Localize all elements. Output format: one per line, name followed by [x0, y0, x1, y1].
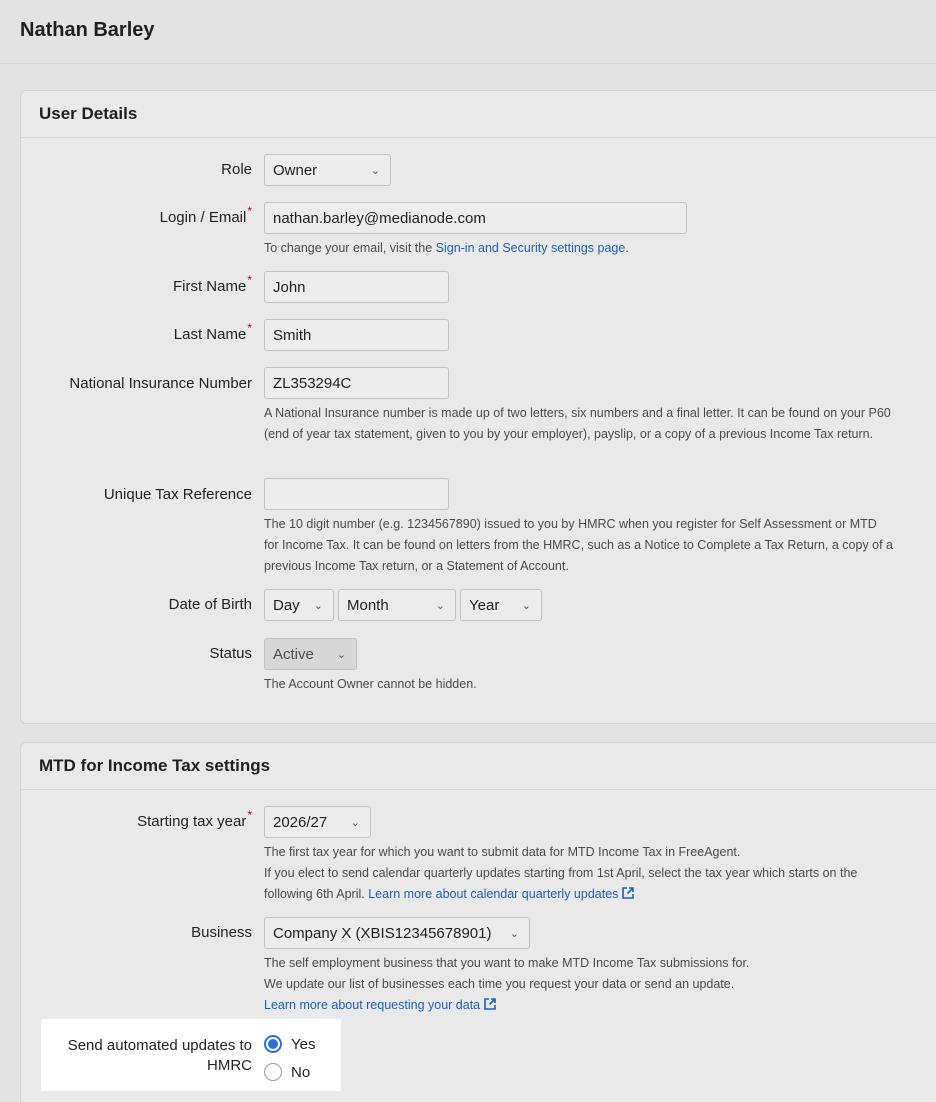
- chevron-down-icon: ⌄: [521, 599, 531, 612]
- required-marker: *: [247, 321, 252, 335]
- panel-heading: User Details: [21, 91, 936, 138]
- starting-tax-year-help-text: If you elect to send calendar quarterly updates starting from 1st April, select the tax year which starts on the following 6th April.: [264, 866, 858, 901]
- starting-tax-year-label: [137, 808, 252, 830]
- page-header: [0, 0, 936, 64]
- requesting-data-link[interactable]: Learn more about requesting your data: [264, 998, 481, 1012]
- role-select[interactable]: [264, 154, 391, 186]
- email-field[interactable]: nathan.barley@medianode.com: [264, 202, 687, 234]
- starting-tax-year-help-line1: The first tax year for which you want to submit data for MTD Income Tax in FreeAgent.: [264, 845, 741, 859]
- status-label: Status: [209, 645, 252, 662]
- radio-yes-option[interactable]: [264, 1035, 315, 1053]
- email-label: [159, 204, 252, 226]
- radio-no-option[interactable]: [264, 1063, 310, 1081]
- required-marker: *: [247, 273, 252, 287]
- calendar-quarterly-link[interactable]: Learn more about calendar quarterly updates: [368, 887, 619, 901]
- page-title: Nathan Barley: [20, 19, 155, 41]
- external-link-icon[interactable]: [622, 885, 634, 897]
- business-label: Business: [191, 924, 252, 941]
- last-name-label: [173, 321, 252, 343]
- first-name-field[interactable]: John: [264, 271, 449, 303]
- radio-yes[interactable]: [264, 1035, 282, 1053]
- security-settings-link[interactable]: Sign-in and Security settings page: [435, 241, 626, 255]
- required-marker: *: [247, 204, 252, 218]
- utr-help: The 10 digit number (e.g. 1234567890) issued to you by HMRC when you register for Self Assessment or MTD for Income Tax. It can be found on letters from the HMRC, such as a Notice to Complete a Tax Return, a copy of a previous Income Tax return, or a Statement of Account.: [264, 517, 894, 573]
- status-value: Active: [273, 645, 314, 663]
- first-name-label: [172, 273, 252, 295]
- radio-no-label[interactable]: No: [291, 1063, 311, 1081]
- dob-label: Date of Birth: [168, 596, 252, 613]
- chevron-down-icon: ⌄: [313, 599, 323, 612]
- status-select: [264, 638, 357, 670]
- ni-number-field[interactable]: ZL353294C: [264, 367, 449, 399]
- radio-no[interactable]: [264, 1063, 282, 1081]
- email-label-text: Login / Email: [159, 209, 247, 226]
- first-name-label-text: First Name: [172, 278, 247, 295]
- dob-day-value: Day: [273, 596, 300, 614]
- dob-year-value: Year: [469, 596, 500, 614]
- email-help-suffix: .: [625, 241, 629, 255]
- email-help: [264, 238, 894, 259]
- utr-field[interactable]: [264, 478, 449, 510]
- dob-day-select[interactable]: [264, 589, 334, 621]
- ni-number-label: National Insurance Number: [69, 375, 252, 392]
- dob-month-value: Month: [347, 596, 389, 614]
- chevron-down-icon: ⌄: [350, 816, 360, 829]
- chevron-down-icon: ⌄: [370, 164, 380, 177]
- business-help-line2: We update our list of businesses each time you request your data or send an update.: [264, 977, 735, 991]
- automated-updates-label: [68, 1036, 252, 1076]
- utr-label: Unique Tax Reference: [103, 486, 252, 503]
- starting-tax-year-label-text: Starting tax year: [137, 813, 247, 830]
- business-help-line3: [264, 995, 894, 1016]
- starting-tax-year-help-line2: [264, 863, 899, 905]
- business-help-line1: The self employment business that you want to make MTD Income Tax submissions for.: [264, 956, 750, 970]
- email-help-text: To change your email, visit the: [264, 241, 436, 255]
- external-link-icon[interactable]: [484, 996, 496, 1008]
- business-help: [264, 953, 894, 1016]
- role-label: Role: [221, 161, 252, 178]
- starting-tax-year-select[interactable]: [264, 806, 371, 838]
- automated-updates-label-line1: Send automated updates to: [67, 1037, 252, 1054]
- starting-tax-year-help: [264, 842, 899, 905]
- starting-tax-year-value: 2026/27: [273, 813, 328, 831]
- chevron-down-icon: ⌄: [435, 599, 445, 612]
- panel-heading: MTD for Income Tax settings: [21, 743, 936, 790]
- status-help: The Account Owner cannot be hidden.: [264, 677, 477, 691]
- required-marker: *: [247, 808, 252, 822]
- last-name-field[interactable]: Smith: [264, 319, 449, 351]
- radio-yes-label[interactable]: Yes: [291, 1035, 316, 1053]
- business-select[interactable]: [264, 917, 530, 949]
- business-value: Company X (XBIS12345678901): [273, 924, 492, 942]
- dob-year-select[interactable]: [460, 589, 542, 621]
- automated-updates-label-line2: HMRC: [207, 1057, 252, 1074]
- chevron-down-icon: ⌄: [509, 927, 519, 940]
- chevron-down-icon: ⌄: [336, 648, 346, 661]
- role-value: Owner: [273, 161, 318, 179]
- dob-month-select[interactable]: [338, 589, 456, 621]
- last-name-label-text: Last Name: [173, 326, 247, 343]
- ni-number-help: A National Insurance number is made up of two letters, six numbers and a final letter. It can be found on your P60 (end of year tax statement, given to you by your employer), payslip, or a copy of a previous Income Tax return.: [264, 406, 891, 441]
